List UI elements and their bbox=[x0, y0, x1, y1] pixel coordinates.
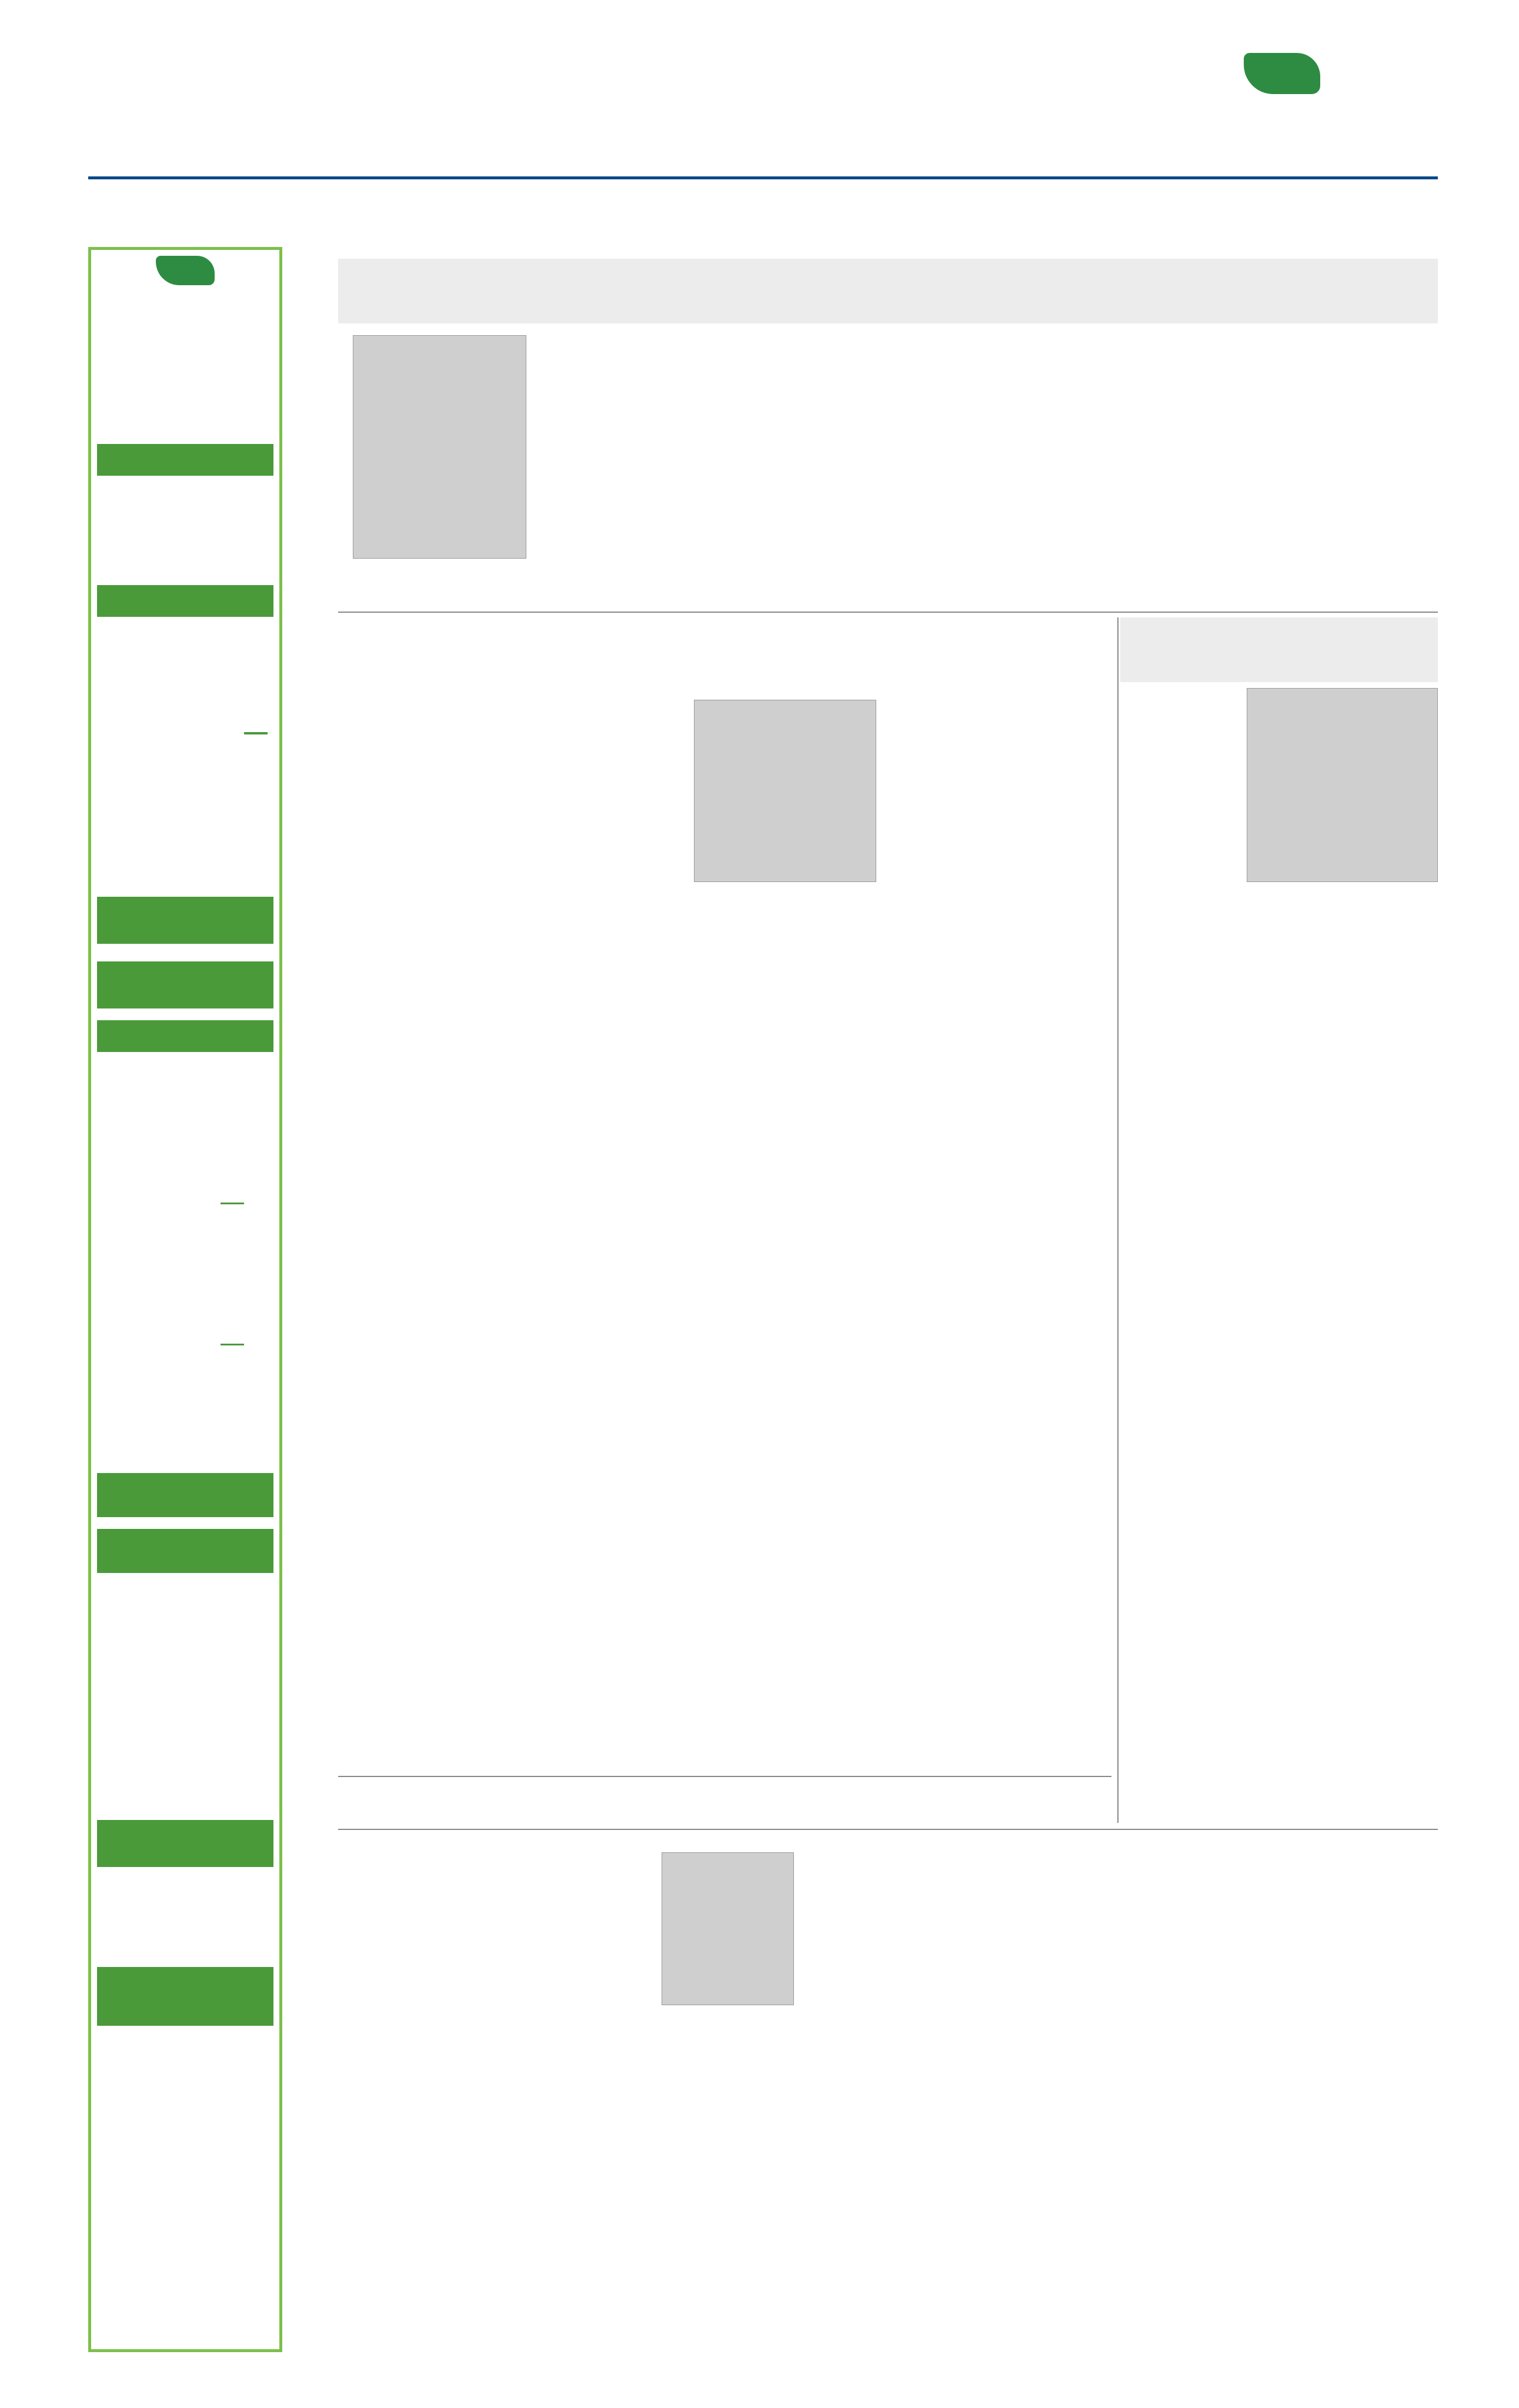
author-photo-neven-abbas bbox=[662, 1852, 794, 2005]
gm-label bbox=[97, 585, 273, 617]
section-divider bbox=[338, 612, 1438, 613]
author-photo-ali-alqarni bbox=[353, 335, 526, 559]
green-block bbox=[97, 897, 273, 944]
staff-sidebar bbox=[88, 247, 282, 2352]
green-block bbox=[97, 1529, 273, 1573]
article-column bbox=[353, 694, 685, 1770]
green-block bbox=[97, 961, 273, 1008]
article-column bbox=[844, 335, 1036, 600]
headline-band bbox=[338, 259, 1438, 323]
column-divider bbox=[1117, 617, 1119, 1823]
section-divider bbox=[338, 1776, 1111, 1777]
article-column bbox=[1247, 335, 1438, 600]
green-block bbox=[97, 1967, 273, 2026]
article-column bbox=[1129, 688, 1238, 1817]
article-column bbox=[535, 335, 835, 600]
green-block bbox=[97, 1473, 273, 1517]
masthead-divider bbox=[88, 176, 1438, 179]
saudi-map-icon bbox=[156, 256, 215, 285]
hq-label bbox=[97, 1020, 273, 1052]
editorial-label bbox=[221, 1344, 244, 1345]
article-column bbox=[882, 694, 1109, 1770]
article-column bbox=[1046, 335, 1237, 600]
newspaper-logo bbox=[1182, 71, 1458, 218]
author-photo-khaled-alawadh bbox=[1247, 688, 1438, 882]
author-photo-abdulaziz-altamimi bbox=[694, 700, 876, 882]
article-column bbox=[1247, 929, 1438, 1817]
masthead bbox=[0, 0, 1519, 176]
section-divider bbox=[338, 1829, 1438, 1830]
article-column bbox=[803, 1852, 1109, 2367]
article-column bbox=[353, 1852, 653, 2367]
green-block bbox=[97, 1820, 273, 1867]
board-chair-label bbox=[97, 444, 273, 476]
admin-label bbox=[221, 1203, 244, 1204]
headline-band bbox=[1120, 617, 1438, 682]
editor-label bbox=[244, 732, 268, 734]
